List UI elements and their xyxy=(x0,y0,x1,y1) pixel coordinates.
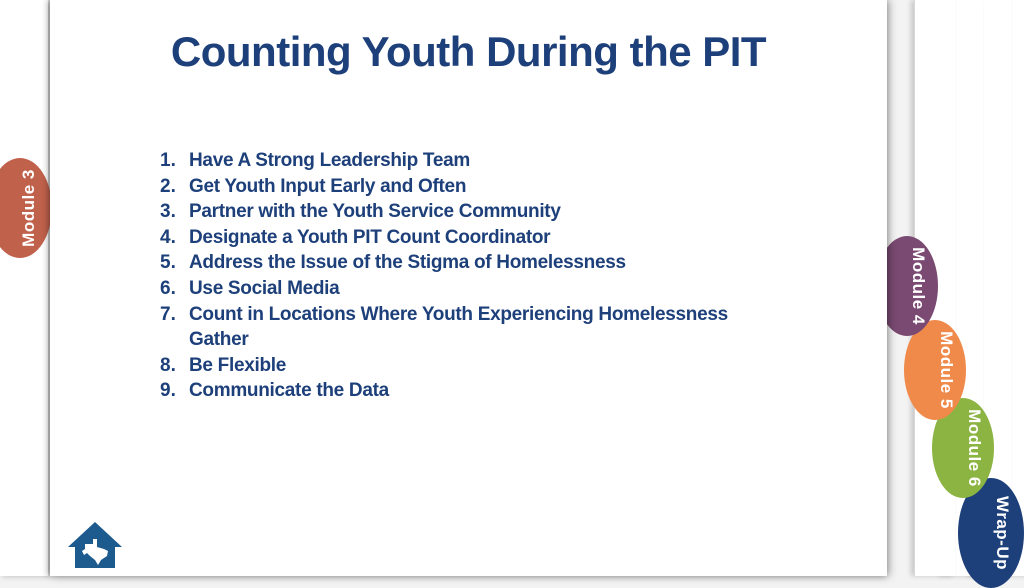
slide-page xyxy=(50,0,887,576)
step-text: Partner with the Youth Service Community xyxy=(189,201,561,223)
step-text: Be Flexible xyxy=(189,354,287,376)
tab-module-5-label: Module 5 xyxy=(937,331,957,409)
tab-module-4-label: Module 4 xyxy=(909,247,929,325)
house-texas-logo-icon[interactable] xyxy=(66,520,124,570)
step-number: 9. xyxy=(160,380,176,402)
step-text: Communicate the Data xyxy=(189,380,389,402)
slide-title: Counting Youth During the PIT xyxy=(170,28,767,75)
steps-list xyxy=(160,148,780,404)
step-text: Use Social Media xyxy=(189,277,340,299)
step-text: Count in Locations Where Youth Experiencing Homelessness Gather xyxy=(189,303,728,351)
previous-sheet xyxy=(0,0,48,576)
step-number: 7. xyxy=(160,303,176,325)
tab-module-3-label: Module 3 xyxy=(19,169,39,247)
step-text: Designate a Youth PIT Count Coordinator xyxy=(189,226,551,248)
step-number: 1. xyxy=(160,150,176,171)
list-item xyxy=(160,302,780,353)
tab-wrap-up-label: Wrap-Up xyxy=(993,495,1013,571)
tab-module-5[interactable] xyxy=(904,320,966,420)
list-item xyxy=(160,174,780,200)
step-number: 2. xyxy=(160,175,176,197)
list-item xyxy=(160,353,780,379)
step-number: 4. xyxy=(160,226,176,248)
list-item xyxy=(160,225,780,251)
step-number: 3. xyxy=(160,201,176,223)
list-item xyxy=(160,378,780,404)
step-number: 8. xyxy=(160,354,176,376)
tab-module-6-label: Module 6 xyxy=(965,409,985,487)
list-item xyxy=(160,199,780,225)
list-item xyxy=(160,250,780,276)
list-item xyxy=(160,148,780,174)
step-number: 6. xyxy=(160,277,176,299)
step-text: Get Youth Input Early and Often xyxy=(189,175,467,197)
step-number: 5. xyxy=(160,252,176,274)
step-text: Address the Issue of the Stigma of Homelessness xyxy=(189,252,626,274)
list-item xyxy=(160,276,780,302)
step-text: Have A Strong Leadership Team xyxy=(189,150,470,171)
